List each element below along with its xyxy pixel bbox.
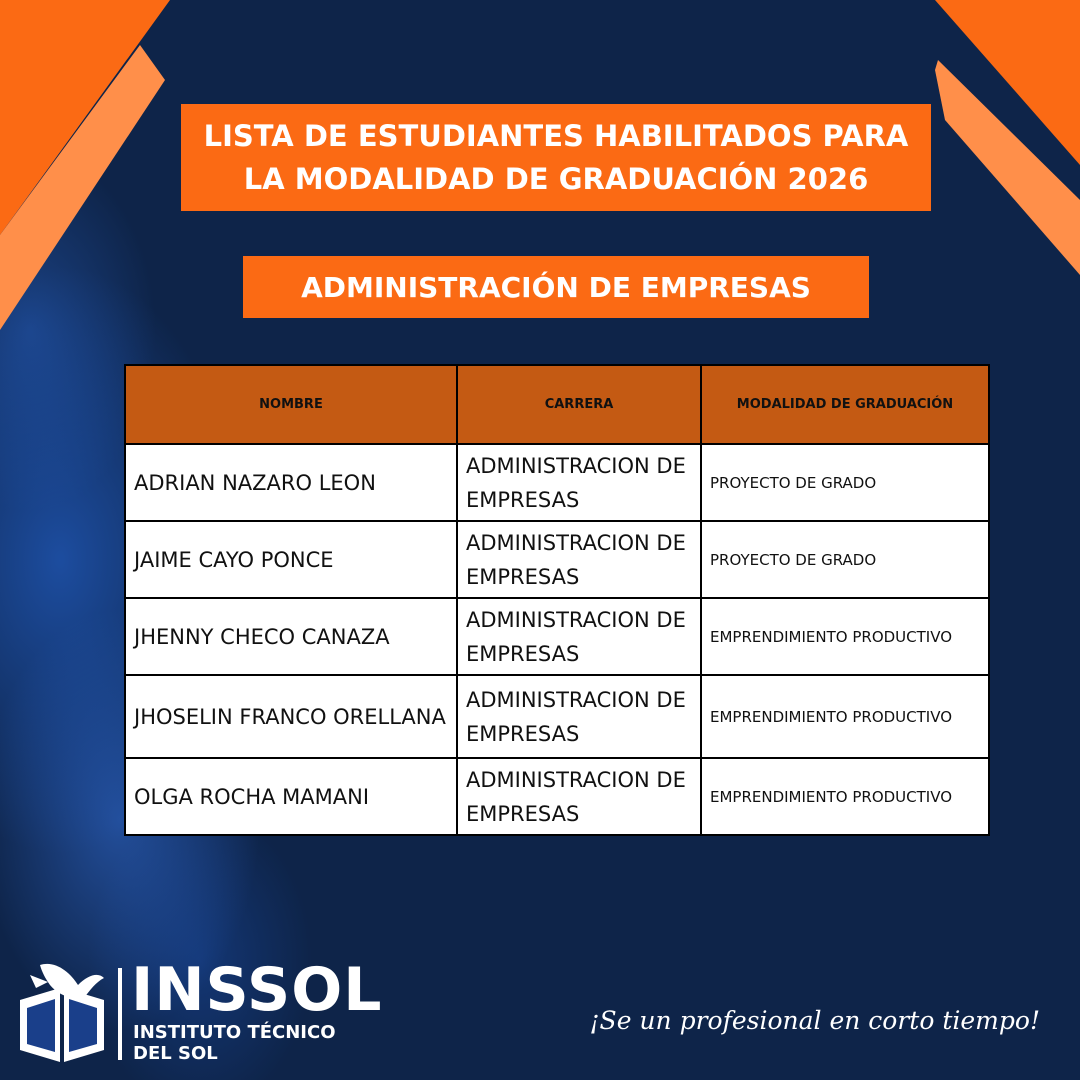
brand-divider [118,968,122,1060]
column-header-carrera: CARRERA [457,365,701,444]
cell-modalidad: EMPRENDIMIENTO PRODUCTIVO [701,598,989,675]
cell-carrera: ADMINISTRACION DE EMPRESAS [457,675,701,758]
cell-carrera: ADMINISTRACION DE EMPRESAS [457,521,701,598]
cell-carrera: ADMINISTRACION DE EMPRESAS [457,598,701,675]
cell-nombre: ADRIAN NAZARO LEON [125,444,457,521]
cell-nombre: OLGA ROCHA MAMANI [125,758,457,835]
cell-nombre: JHOSELIN FRANCO ORELLANA [125,675,457,758]
cell-carrera: ADMINISTRACION DE EMPRESAS [457,444,701,521]
cell-carrera: ADMINISTRACION DE EMPRESAS [457,758,701,835]
column-header-nombre: NOMBRE [125,365,457,444]
brand-subtitle: INSTITUTO TÉCNICO DEL SOL [133,1022,336,1064]
cell-modalidad: PROYECTO DE GRADO [701,521,989,598]
page-title: LISTA DE ESTUDIANTES HABILITADOS PARA LA MODALIDAD DE GRADUACIÓN 2026 [203,118,909,196]
cell-nombre: JHENNY CHECO CANAZA [125,598,457,675]
cell-modalidad: EMPRENDIMIENTO PRODUCTIVO [701,758,989,835]
brand-name: INSSOL [131,955,383,1025]
career-subtitle: ADMINISTRACIÓN DE EMPRESAS [301,270,811,304]
slogan: ¡Se un profesional en corto tiempo! [589,1006,1040,1035]
cell-modalidad: PROYECTO DE GRADO [701,444,989,521]
cell-nombre: JAIME CAYO PONCE [125,521,457,598]
cell-modalidad: EMPRENDIMIENTO PRODUCTIVO [701,675,989,758]
column-header-modalidad: MODALIDAD DE GRADUACIÓN [701,365,989,444]
